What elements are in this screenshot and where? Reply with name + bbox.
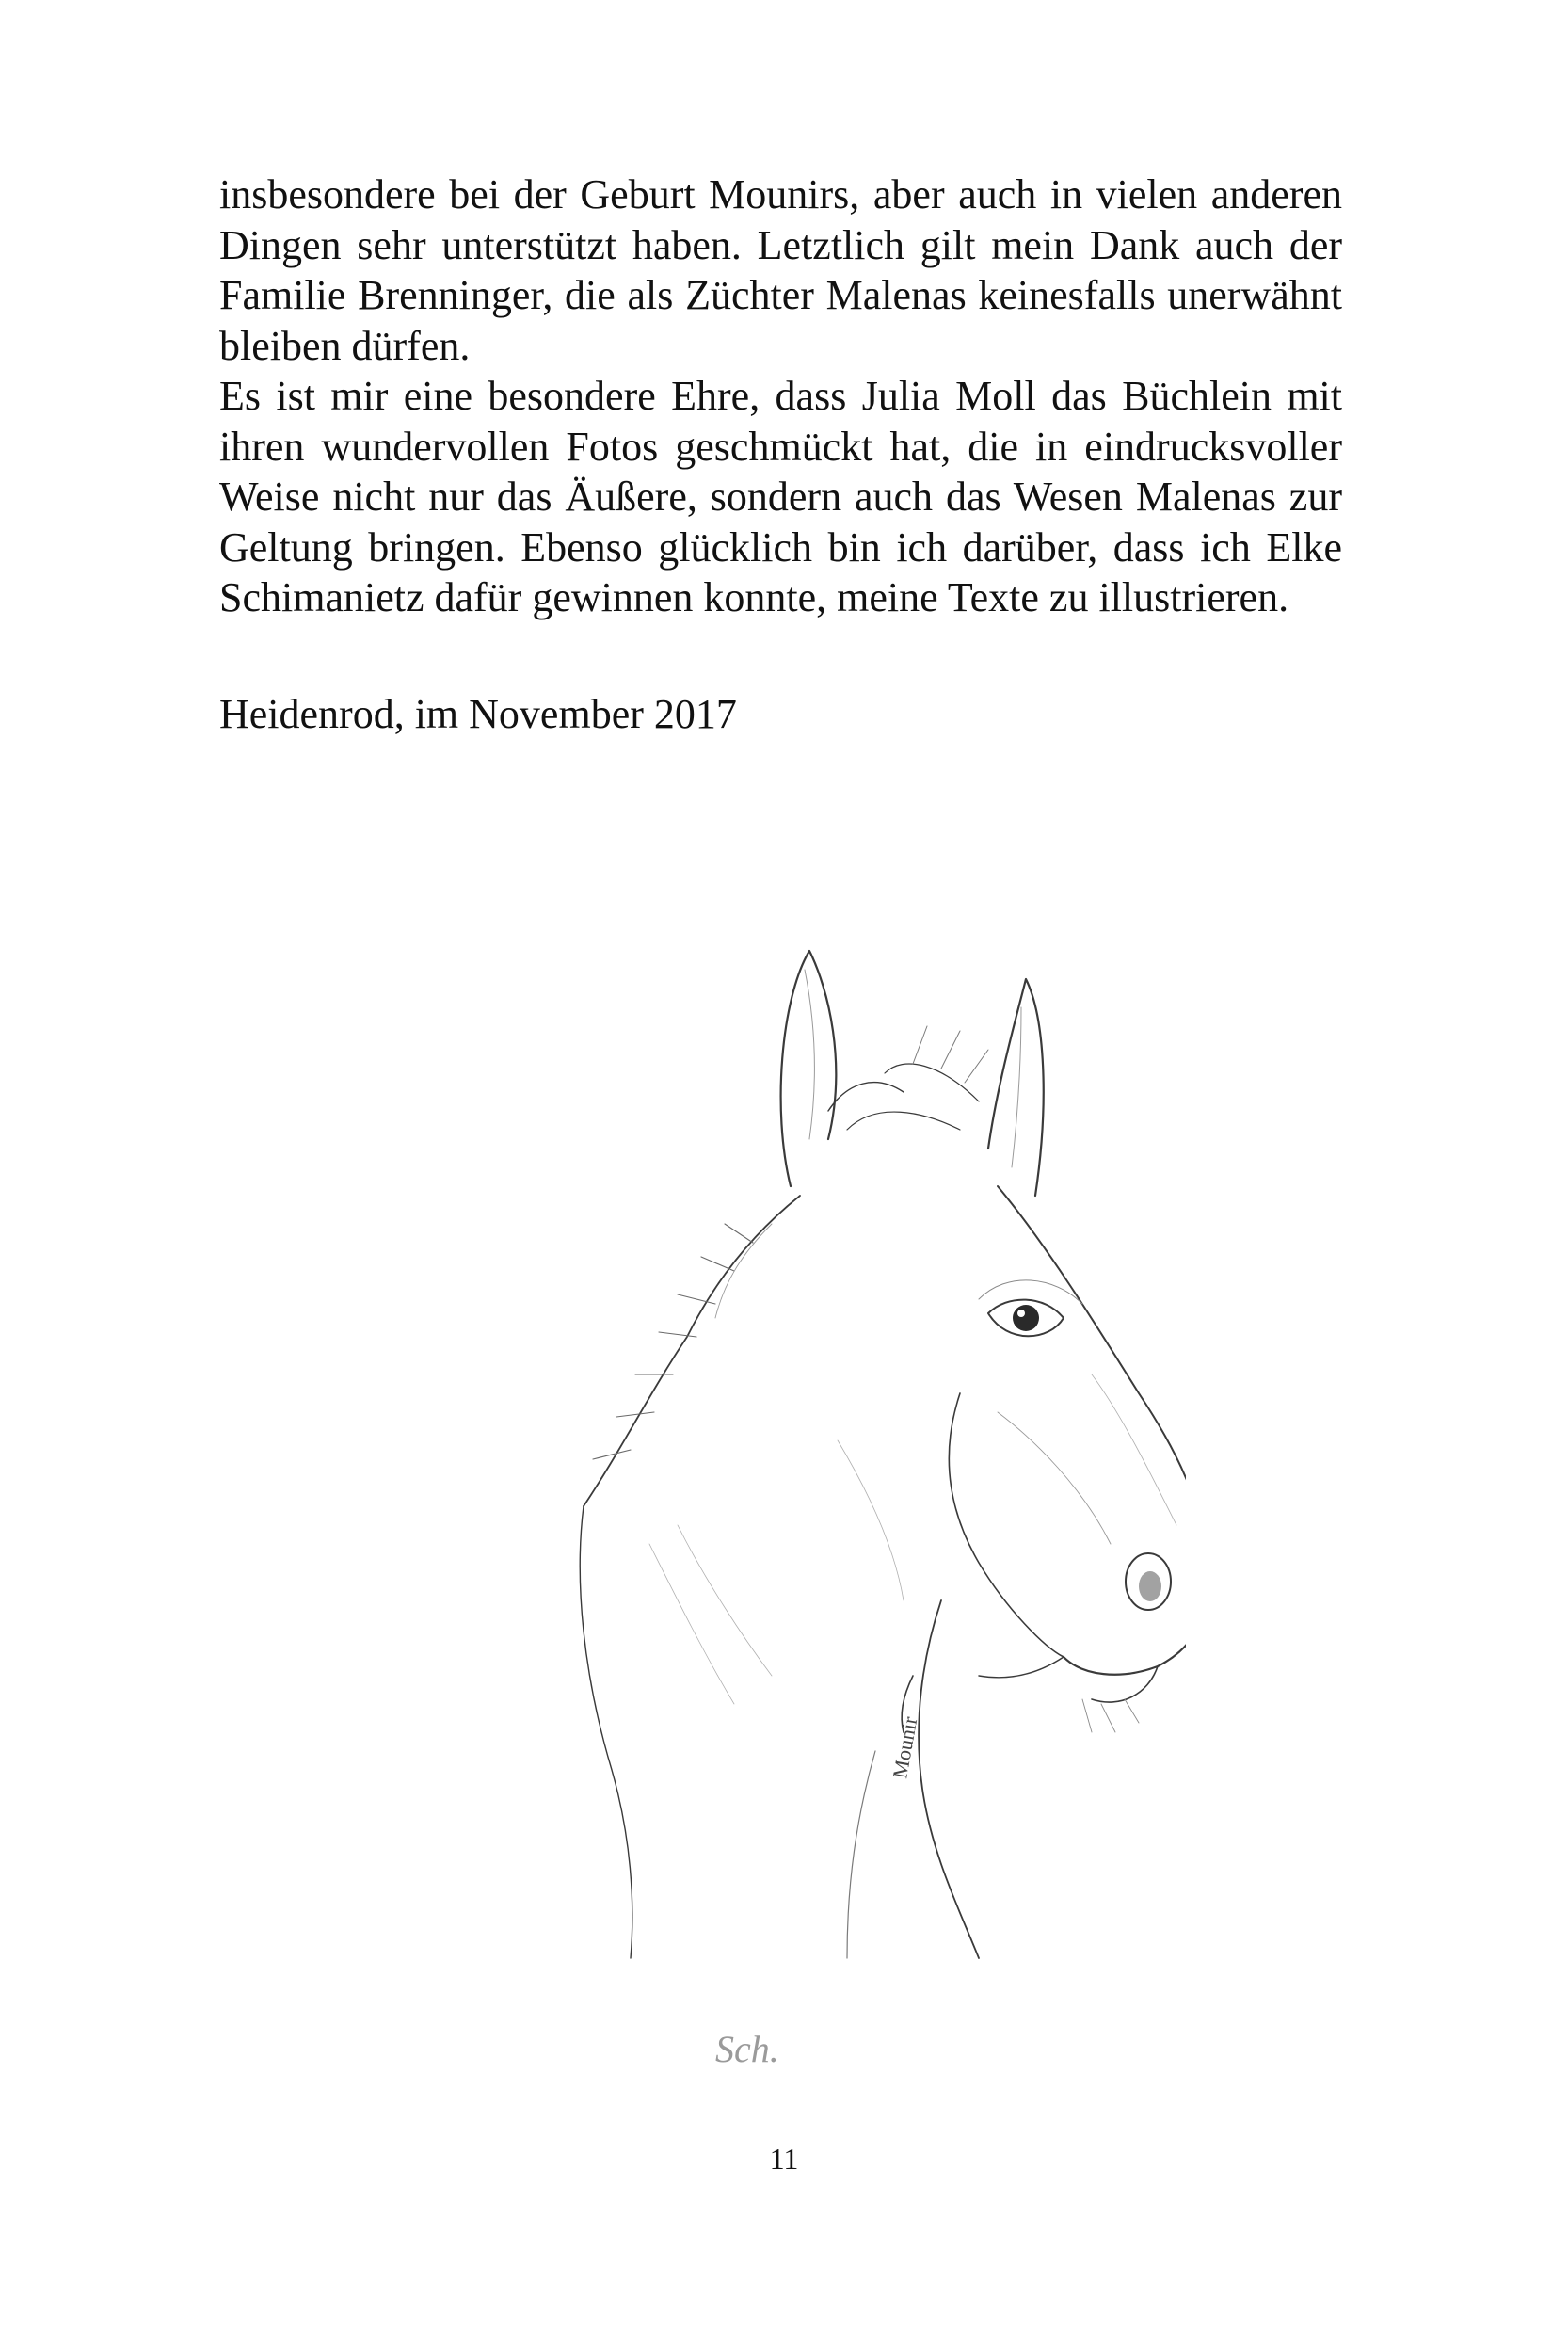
- text-line: Dingen sehr unterstützt haben. Letztlich gilt mein Dank auch der: [219, 221, 1342, 268]
- body-text: [219, 169, 1342, 623]
- artist-signature: Sch.: [715, 2028, 779, 2070]
- paragraph-illustrators: [219, 371, 1342, 623]
- text-line: Weise nicht nur das Äußere, sondern auch das Wesen Malenas zur: [219, 474, 1342, 520]
- paragraph-acknowledgements: [219, 169, 1342, 371]
- neck-inscription: Mounir: [888, 1714, 922, 1780]
- place-date-signoff: Heidenrod, im November 2017: [219, 691, 737, 737]
- text-line: Geltung bringen. Ebenso glücklich bin ich darüber, dass ich Elke: [219, 523, 1342, 571]
- text-line: insbesondere bei der Geburt Mounirs, aber auch in vielen anderen: [219, 171, 1342, 217]
- foal-sketch-icon: [433, 828, 1186, 2081]
- text-line: Es ist mir eine besondere Ehre, dass Julia Moll das Büchlein mit: [219, 373, 1342, 419]
- text-line: Familie Brenninger, die als Züchter Malenas keinesfalls unerwähnt: [219, 272, 1342, 318]
- text-line: Schimanietz dafür gewinnen konnte, meine Texte zu illustrieren.: [219, 574, 1289, 620]
- text-line: bleiben dürfen.: [219, 322, 471, 369]
- page-number: 11: [769, 2142, 799, 2176]
- text-line: ihren wundervollen Fotos geschmückt hat, die in eindrucksvoller: [219, 423, 1342, 470]
